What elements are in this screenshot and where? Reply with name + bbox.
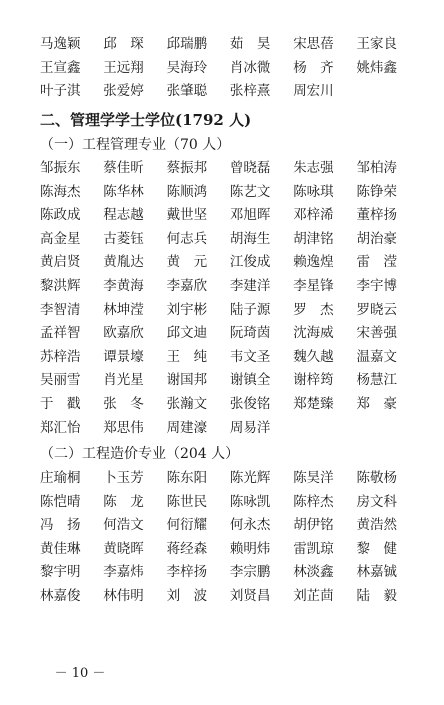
name-row [40, 392, 420, 416]
person-name: 程志越 [103, 207, 144, 224]
person-name: 黄晓晖 [103, 540, 144, 557]
person-name: 蔡佳昕 [103, 160, 144, 176]
person-name: 吴丽雪 [40, 372, 81, 389]
person-name: 陈世民 [166, 493, 208, 510]
person-name: 郑楚臻 [293, 396, 334, 412]
person-name: 戴世坚 [166, 207, 208, 224]
name-row [40, 416, 420, 440]
person-name: 林嘉铖 [356, 564, 397, 581]
person-name: 林伟明 [103, 588, 144, 604]
person-name: 陈昊洋 [293, 470, 334, 486]
person-name: 谢镇全 [229, 372, 271, 389]
person-name: 黄浩然 [356, 517, 397, 534]
person-name: 张俊铭 [229, 396, 271, 412]
person-name: 苏梓浩 [40, 348, 81, 365]
person-name: 董梓扬 [356, 207, 397, 224]
person-name: 黄佳琳 [40, 540, 81, 557]
person-name: 王 纯 [166, 348, 208, 365]
name-row [40, 227, 420, 251]
person-name: 陈东阳 [166, 470, 208, 486]
person-name: 邱 琛 [103, 36, 144, 52]
person-name: 欧嘉欣 [103, 325, 144, 342]
person-name [293, 416, 356, 440]
person-name: 王远翔 [103, 59, 144, 76]
name-row [40, 466, 420, 490]
person-name: 张梓熹 [229, 83, 271, 100]
person-name: 周建濠 [166, 419, 208, 436]
name-row [40, 584, 420, 608]
person-name: 陈梓杰 [293, 493, 334, 510]
person-name: 胡津铭 [293, 230, 334, 247]
person-name: 郑思伟 [103, 419, 144, 436]
person-name: 陈顺鸿 [166, 183, 208, 200]
person-name: 吴海玲 [166, 59, 208, 76]
person-name: 马逸颖 [40, 36, 81, 52]
name-row [40, 537, 420, 561]
subsection-heading: （一）工程管理专业（70 人） [40, 137, 231, 153]
person-name: 陈华林 [103, 183, 144, 200]
person-name: 房文科 [356, 493, 397, 510]
name-row [40, 513, 420, 537]
name-row [40, 560, 420, 584]
person-name: 朱志强 [293, 160, 334, 176]
person-name: 魏久越 [293, 348, 334, 365]
person-name: 雷 滢 [356, 254, 397, 271]
person-name: 蔡振邦 [166, 160, 208, 176]
person-name: 谢梓筠 [293, 372, 334, 389]
person-name: 邱瑞鹏 [166, 36, 208, 52]
person-name: 林淡鑫 [293, 564, 334, 581]
name-row [40, 345, 420, 369]
person-name: 邓梓浠 [293, 207, 334, 224]
person-name: 韦文圣 [229, 348, 271, 365]
person-name: 卜玉芳 [103, 470, 144, 486]
name-row [40, 156, 420, 180]
person-name: 陈咏琪 [293, 183, 334, 200]
person-name: 陈咏凯 [229, 493, 271, 510]
person-name: 蒋经森 [166, 540, 208, 557]
person-name: 茹 昊 [229, 36, 271, 52]
person-name: 邹柏涛 [356, 160, 397, 176]
person-name: 江俊成 [229, 254, 271, 271]
person-name: 罗晓云 [356, 301, 397, 318]
section-heading: 二、管理学学士学位(1792 人) [40, 111, 252, 129]
person-name: 陈恺晴 [40, 493, 81, 510]
person-name: 温嘉文 [356, 348, 397, 365]
person-name: 孟祥智 [40, 325, 81, 342]
person-name: 古菱钰 [103, 230, 144, 247]
person-name: 李星锋 [293, 278, 334, 294]
person-name: 叶子淇 [40, 83, 81, 100]
page-number: － 10 － [54, 666, 106, 681]
person-name: 谭景壕 [103, 348, 144, 365]
name-row [40, 250, 420, 274]
name-row [40, 180, 420, 204]
name-row [40, 32, 420, 56]
person-name: 张爱婷 [103, 83, 144, 100]
person-name: 陈海杰 [40, 183, 81, 200]
person-name: 肖光星 [103, 372, 144, 389]
person-name: 黎宇明 [40, 564, 81, 581]
person-name: 阮琦茵 [229, 325, 271, 342]
person-name: 李嘉炜 [103, 564, 144, 581]
person-name: 王宣鑫 [40, 59, 81, 76]
person-name: 张肇聪 [166, 83, 208, 100]
person-name: 陈艺文 [229, 183, 271, 200]
person-name: 赖逸煌 [293, 254, 334, 271]
person-name: 陈铮荣 [356, 183, 397, 200]
person-name: 胡伊铭 [293, 517, 334, 534]
person-name: 沈海威 [293, 325, 334, 342]
person-name: 刘贤昌 [229, 588, 271, 604]
name-row [40, 79, 420, 103]
person-name: 庄瑜桐 [40, 470, 81, 486]
person-name: 杨 齐 [293, 59, 334, 76]
person-name: 周易洋 [229, 419, 271, 436]
person-name: 宋思蓓 [293, 36, 334, 52]
person-name: 陆 毅 [356, 588, 397, 604]
person-name: 宋善强 [356, 325, 397, 342]
person-name: 黎 健 [356, 540, 397, 557]
name-row [40, 274, 420, 298]
person-name: 周宏川 [293, 83, 334, 100]
person-name: 李宇博 [356, 278, 397, 294]
name-row [40, 56, 420, 80]
person-name: 黄胤达 [103, 254, 144, 271]
person-name: 刘芷茴 [293, 588, 334, 604]
name-row [40, 321, 420, 345]
person-name: 何浩文 [103, 517, 144, 534]
person-name: 何永杰 [229, 517, 271, 534]
person-name: 李梓扬 [166, 564, 208, 581]
person-name: 胡治豪 [356, 230, 397, 247]
person-name: 陈 龙 [103, 493, 144, 510]
person-name: 邹振东 [40, 160, 81, 176]
person-name: 王家良 [356, 36, 397, 52]
person-name: 黄启贤 [40, 254, 81, 271]
person-name: 何志兵 [166, 230, 208, 247]
person-name: 林坤滢 [103, 301, 144, 318]
person-name: 李宗鹏 [229, 564, 271, 581]
person-name: 姚炜鑫 [356, 59, 397, 76]
person-name: 黄 元 [166, 254, 208, 271]
person-name: 冯 扬 [40, 517, 81, 534]
person-name: 刘 波 [166, 588, 208, 604]
person-name: 陈敬杨 [356, 470, 397, 486]
person-name: 郑汇怡 [40, 419, 81, 436]
person-name [356, 416, 419, 440]
person-name: 郑 豪 [356, 396, 397, 412]
person-name: 高金星 [40, 230, 81, 247]
person-name: 张瀚文 [166, 396, 208, 412]
person-name: 胡海生 [229, 230, 271, 247]
person-name: 雷凯琼 [293, 540, 334, 557]
person-name: 黎洪辉 [40, 278, 81, 294]
subsection-heading: （二）工程造价专业（204 人） [40, 446, 240, 462]
person-name: 何衍耀 [166, 517, 208, 534]
person-name: 陆子源 [229, 301, 271, 318]
name-row [40, 490, 420, 514]
person-name: 李嘉欣 [166, 278, 208, 294]
person-name: 李黄海 [103, 278, 144, 294]
name-row [40, 203, 420, 227]
name-row [40, 298, 420, 322]
person-name: 邓旭晖 [229, 207, 271, 224]
person-name: 邱文迪 [166, 325, 208, 342]
person-name: 陈光辉 [229, 470, 271, 486]
person-name: 谢国邦 [166, 372, 208, 389]
person-name: 曾晓磊 [229, 160, 271, 176]
name-row [40, 368, 420, 392]
person-name: 肖冰微 [229, 59, 271, 76]
person-name: 罗 杰 [293, 301, 334, 318]
person-name: 李智清 [40, 301, 81, 318]
person-name: 于 戳 [40, 396, 81, 412]
person-name: 张 冬 [103, 396, 144, 412]
person-name: 杨慧江 [356, 372, 397, 389]
person-name: 李建洋 [229, 278, 271, 294]
person-name: 刘宇彬 [166, 301, 208, 318]
person-name [356, 79, 419, 103]
person-name: 林嘉俊 [40, 588, 81, 604]
person-name: 陈政成 [40, 207, 81, 224]
person-name: 赖明炜 [229, 540, 271, 557]
